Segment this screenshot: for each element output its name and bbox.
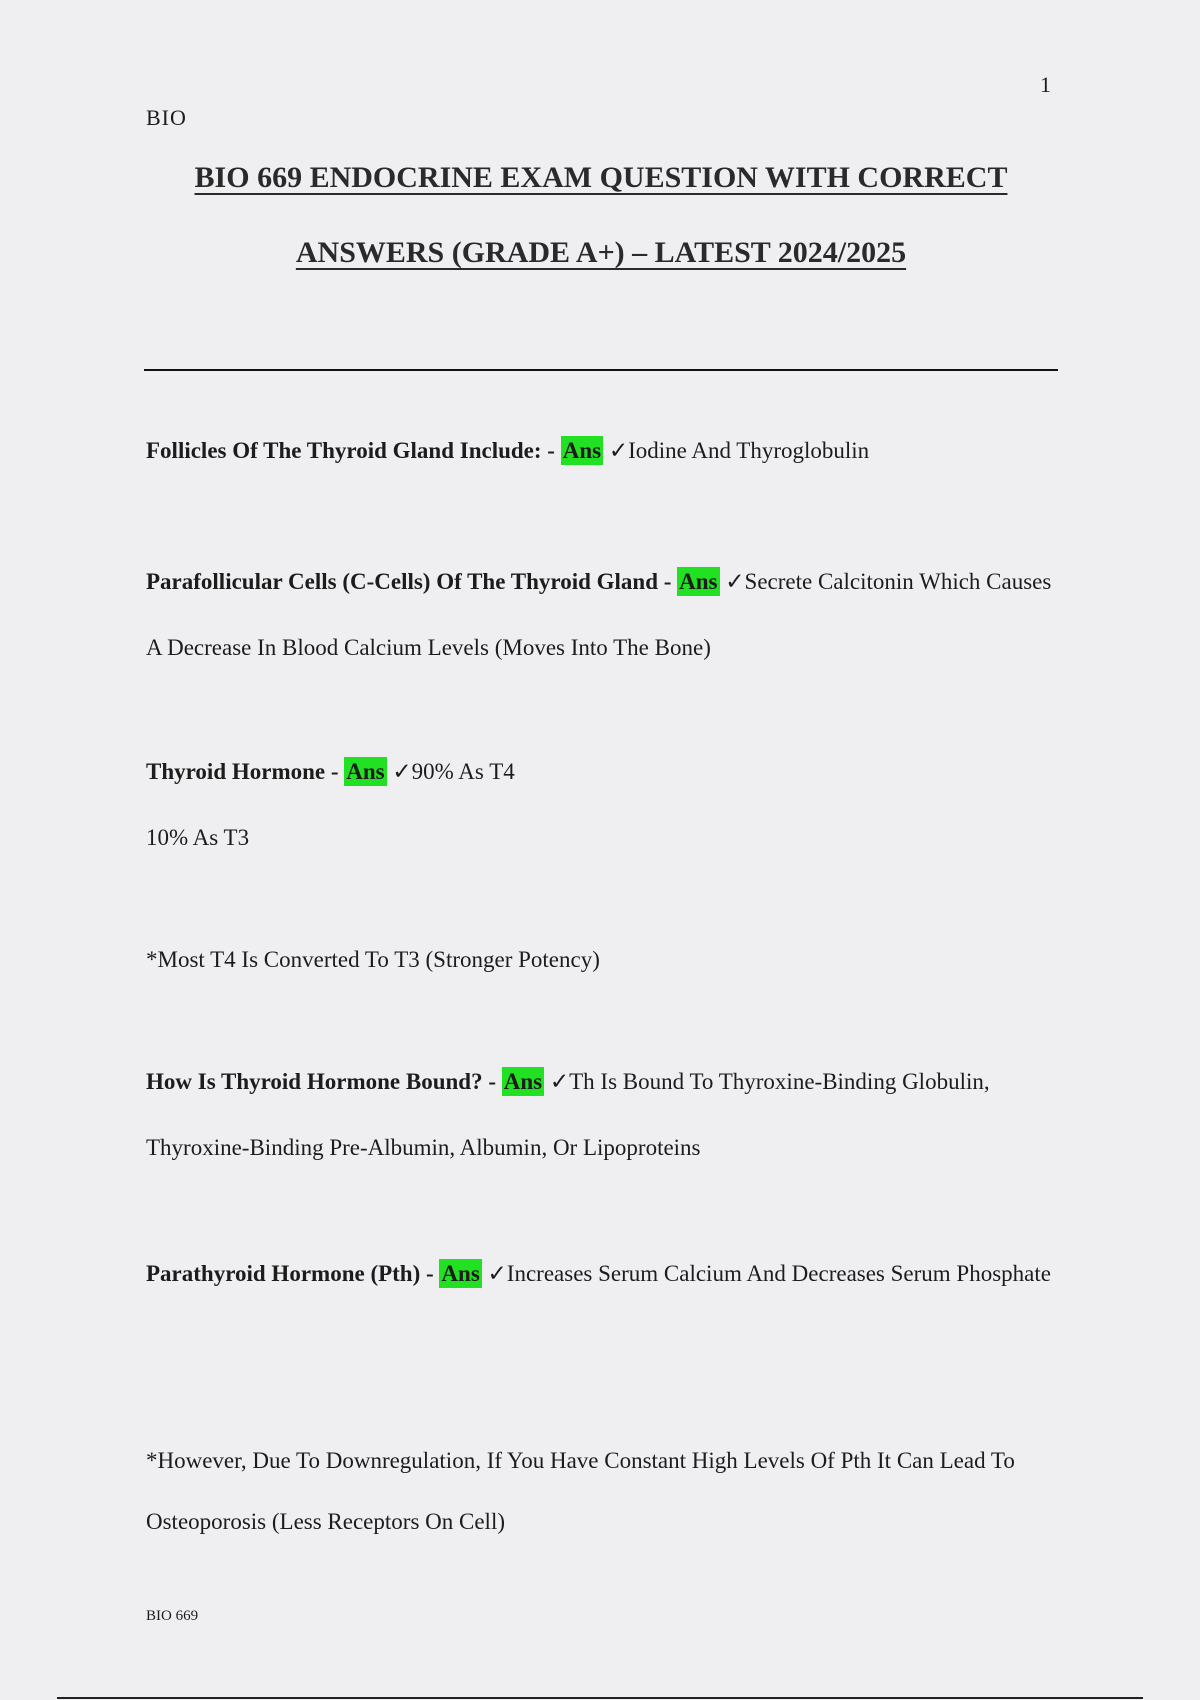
ans-highlight: Ans xyxy=(346,759,385,784)
answer-text-line2: 10% As T3 xyxy=(146,825,250,850)
question-text: How Is Thyroid Hormone Bound? - xyxy=(146,1069,496,1094)
question-text: Thyroid Hormone - xyxy=(146,759,339,784)
page-number: 1 xyxy=(1040,72,1051,97)
qa-item-thyroid-binding xyxy=(146,1049,1066,1181)
qa-item-follicles xyxy=(146,418,1066,484)
note-pth-downregulation: *However, Due To Downregulation, If You Have Constant High Levels Of Pth It Can Lead To Osteoporosis (Less Receptors On Cell) xyxy=(146,1448,1015,1534)
question-text: Parathyroid Hormone (Pth) - xyxy=(146,1261,434,1286)
page-bottom-rule xyxy=(57,1697,1143,1699)
answer-text: ✓Iodine And Thyroglobulin xyxy=(608,438,870,463)
ans-highlight: Ans xyxy=(503,1069,543,1094)
title-divider xyxy=(144,369,1058,371)
document-title: BIO 669 ENDOCRINE EXAM QUESTION WITH CORRECT ANSWERS (GRADE A+) – LATEST 2024/2025 xyxy=(194,161,1008,269)
footer-label: BIO 669 xyxy=(146,1608,199,1624)
question-text: Follicles Of The Thyroid Gland Include: - xyxy=(146,438,555,463)
question-text: Parafollicular Cells (C-Cells) Of The Thyroid Gland - xyxy=(146,569,672,594)
header-label: BIO xyxy=(146,105,187,130)
qa-item-thyroid-hormone xyxy=(146,739,1066,871)
ans-highlight: Ans xyxy=(441,1261,480,1286)
qa-item-pth xyxy=(146,1241,1066,1307)
answer-text: ✓90% As T4 xyxy=(392,759,515,784)
answer-text: ✓Secrete Calcitonin Which Causes A Decrease In Blood Calcium Levels (Moves Into The Bone) xyxy=(146,569,1052,660)
note-t4-conversion: *Most T4 Is Converted To T3 (Stronger Potency) xyxy=(146,947,600,972)
answer-text: ✓Th Is Bound To Thyroxine-Binding Globulin, Thyroxine-Binding Pre-Albumin, Albumin, Or Lipoproteins xyxy=(146,1069,990,1160)
ans-highlight: Ans xyxy=(562,438,602,463)
answer-text: ✓Increases Serum Calcium And Decreases Serum Phosphate xyxy=(487,1261,1051,1286)
qa-item-parafollicular xyxy=(146,549,1066,681)
ans-highlight: Ans xyxy=(679,569,718,594)
